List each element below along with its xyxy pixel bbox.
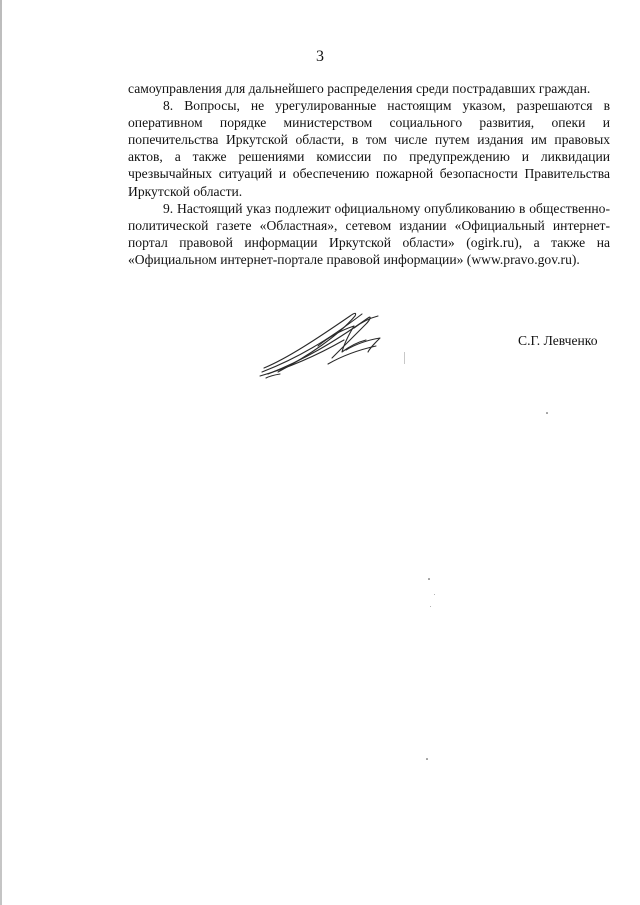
paragraph-item-8: 8. Вопросы, не урегулированные настоящим указом, разрешаются в оперативном порядке министерством социального развития, опеки и попечительства Иркутской области, в том числе путем издания им правовых актов, а также решениями комиссии по предупреждению и ликвидации чрезвычайных ситуаций и обеспечению пожарной безопасности Правительства Иркутской области. (128, 98, 610, 199)
scan-speck (430, 606, 431, 607)
paragraph-item-9: 9. Настоящий указ подлежит официальному опубликованию в общественно-политической газете «Областная», сетевом издании «Официальный интернет-портал правовой информации Иркутской области» (ogirk.ru), а также на «Официальном интернет-портале правовой информации» (www.pravo.gov.ru). (128, 200, 610, 267)
scan-speck (426, 758, 428, 760)
scan-speck (404, 352, 405, 364)
document-body (128, 80, 610, 268)
page-number: 3 (316, 48, 324, 65)
scan-speck (428, 578, 430, 580)
signatory-name: С.Г. Левченко (518, 333, 598, 348)
paragraph-continuation: самоуправления для дальнейшего распределения среди пострадавших граждан. (128, 81, 591, 96)
handwritten-signature (258, 306, 398, 382)
scan-speck (434, 594, 435, 595)
scan-edge (0, 0, 2, 905)
scan-speck (546, 412, 548, 414)
